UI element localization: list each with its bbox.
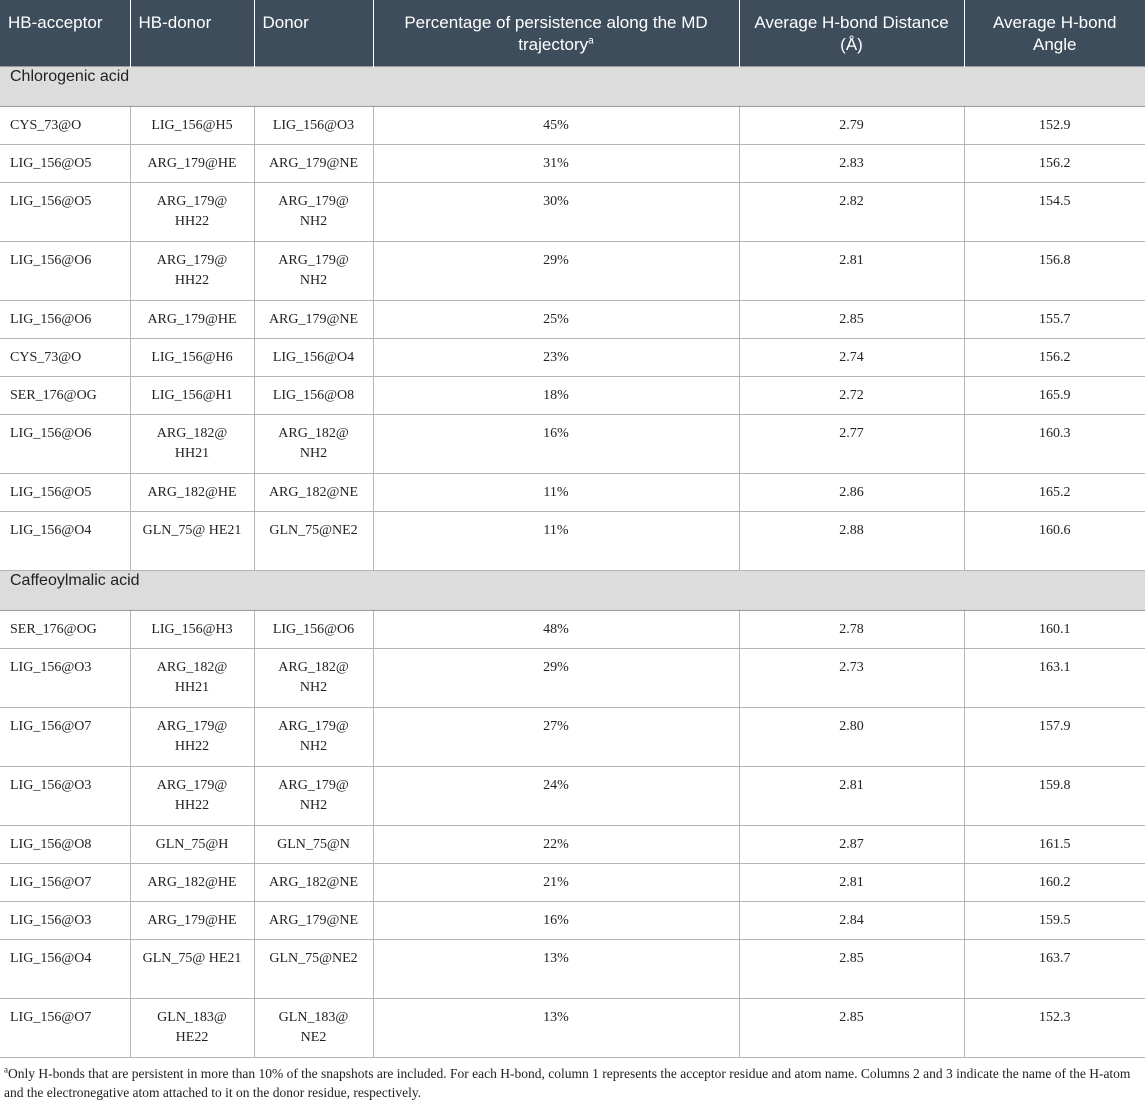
cell-persistence: 45% — [373, 107, 739, 145]
cell-acceptor: LIG_156@O4 — [0, 940, 130, 999]
cell-donor: GLN_75@N — [254, 826, 373, 864]
table-row — [0, 512, 1145, 571]
cell-acceptor: LIG_156@O6 — [0, 242, 130, 301]
table-row — [0, 415, 1145, 474]
cell-angle: 165.9 — [964, 377, 1145, 415]
cell-donor: GLN_75@NE2 — [254, 940, 373, 999]
cell-persistence: 11% — [373, 512, 739, 571]
cell-acceptor: SER_176@OG — [0, 377, 130, 415]
cell-donor: ARG_179@ NH2 — [254, 767, 373, 826]
cell-acceptor: LIG_156@O7 — [0, 708, 130, 767]
cell-donor: ARG_179@NE — [254, 301, 373, 339]
table-row — [0, 107, 1145, 145]
cell-acceptor: LIG_156@O7 — [0, 999, 130, 1058]
cell-hb-donor: GLN_75@ HE21 — [130, 940, 254, 999]
cell-distance: 2.80 — [739, 708, 964, 767]
cell-hb-donor: ARG_182@ HH21 — [130, 415, 254, 474]
table-body — [0, 67, 1145, 1058]
cell-hb-donor: LIG_156@H6 — [130, 339, 254, 377]
cell-persistence: 22% — [373, 826, 739, 864]
cell-distance: 2.81 — [739, 864, 964, 902]
cell-angle: 163.1 — [964, 649, 1145, 708]
cell-persistence: 29% — [373, 649, 739, 708]
cell-hb-donor: ARG_179@HE — [130, 301, 254, 339]
cell-angle: 165.2 — [964, 474, 1145, 512]
table-row — [0, 940, 1145, 999]
cell-distance: 2.74 — [739, 339, 964, 377]
header-angle: Average H-bond Angle — [964, 0, 1145, 67]
cell-angle: 155.7 — [964, 301, 1145, 339]
cell-acceptor: LIG_156@O5 — [0, 183, 130, 242]
cell-persistence: 23% — [373, 339, 739, 377]
table-row — [0, 902, 1145, 940]
cell-angle: 156.2 — [964, 339, 1145, 377]
cell-donor: LIG_156@O6 — [254, 611, 373, 649]
cell-persistence: 30% — [373, 183, 739, 242]
cell-donor: GLN_183@ NE2 — [254, 999, 373, 1058]
header-hb-donor: HB-donor — [130, 0, 254, 67]
cell-acceptor: LIG_156@O3 — [0, 902, 130, 940]
table-row — [0, 474, 1145, 512]
table-row — [0, 826, 1145, 864]
table-row — [0, 242, 1145, 301]
cell-acceptor: LIG_156@O7 — [0, 864, 130, 902]
table-row — [0, 708, 1145, 767]
cell-donor: ARG_179@ NH2 — [254, 708, 373, 767]
cell-hb-donor: GLN_183@ HE22 — [130, 999, 254, 1058]
cell-hb-donor: ARG_182@ HH21 — [130, 649, 254, 708]
cell-hb-donor: ARG_179@ HH22 — [130, 183, 254, 242]
cell-hb-donor: GLN_75@ HE21 — [130, 512, 254, 571]
section-title: Chlorogenic acid — [0, 67, 1145, 107]
cell-distance: 2.85 — [739, 301, 964, 339]
table-footnote — [0, 1058, 1145, 1102]
cell-angle: 157.9 — [964, 708, 1145, 767]
cell-distance: 2.87 — [739, 826, 964, 864]
cell-donor: ARG_179@NE — [254, 145, 373, 183]
cell-donor: LIG_156@O3 — [254, 107, 373, 145]
cell-angle: 161.5 — [964, 826, 1145, 864]
table-row — [0, 649, 1145, 708]
table-row — [0, 999, 1145, 1058]
cell-persistence: 18% — [373, 377, 739, 415]
cell-angle: 156.2 — [964, 145, 1145, 183]
cell-acceptor: LIG_156@O5 — [0, 474, 130, 512]
cell-angle: 154.5 — [964, 183, 1145, 242]
cell-distance: 2.81 — [739, 242, 964, 301]
cell-angle: 152.9 — [964, 107, 1145, 145]
cell-hb-donor: ARG_179@ HH22 — [130, 767, 254, 826]
cell-angle: 160.3 — [964, 415, 1145, 474]
cell-acceptor: LIG_156@O4 — [0, 512, 130, 571]
cell-distance: 2.85 — [739, 940, 964, 999]
cell-donor: ARG_182@ NH2 — [254, 415, 373, 474]
cell-acceptor: LIG_156@O3 — [0, 767, 130, 826]
table-row — [0, 864, 1145, 902]
section-title: Caffeoylmalic acid — [0, 571, 1145, 611]
cell-hb-donor: ARG_179@ HH22 — [130, 708, 254, 767]
cell-persistence: 29% — [373, 242, 739, 301]
cell-distance: 2.72 — [739, 377, 964, 415]
cell-distance: 2.79 — [739, 107, 964, 145]
table-row — [0, 767, 1145, 826]
cell-persistence: 13% — [373, 940, 739, 999]
cell-acceptor: CYS_73@O — [0, 339, 130, 377]
cell-distance: 2.86 — [739, 474, 964, 512]
cell-acceptor: CYS_73@O — [0, 107, 130, 145]
table-row — [0, 145, 1145, 183]
header-distance: Average H-bond Distance (Å) — [739, 0, 964, 67]
cell-persistence: 16% — [373, 415, 739, 474]
cell-acceptor: LIG_156@O3 — [0, 649, 130, 708]
cell-donor: GLN_75@NE2 — [254, 512, 373, 571]
cell-angle: 163.7 — [964, 940, 1145, 999]
cell-donor: LIG_156@O4 — [254, 339, 373, 377]
cell-angle: 159.5 — [964, 902, 1145, 940]
table-row — [0, 611, 1145, 649]
header-persistence — [373, 0, 739, 67]
cell-hb-donor: ARG_179@HE — [130, 902, 254, 940]
cell-hb-donor: LIG_156@H3 — [130, 611, 254, 649]
footnote-text: Only H-bonds that are persistent in more than 10% of the snapshots are included. For each H-bond, column 1 represents the acceptor residue and atom name. Columns 2 and 3 indicate the name of the H-atom and the electronegative atom attached to it on the donor residue, respectively. — [4, 1066, 1131, 1100]
cell-donor: ARG_179@NE — [254, 902, 373, 940]
cell-persistence: 21% — [373, 864, 739, 902]
cell-persistence: 13% — [373, 999, 739, 1058]
header-persistence-footnote-marker: a — [588, 35, 594, 47]
cell-distance: 2.88 — [739, 512, 964, 571]
cell-distance: 2.73 — [739, 649, 964, 708]
header-donor: Donor — [254, 0, 373, 67]
cell-distance: 2.85 — [739, 999, 964, 1058]
cell-hb-donor: ARG_179@ HH22 — [130, 242, 254, 301]
cell-persistence: 11% — [373, 474, 739, 512]
cell-acceptor: LIG_156@O8 — [0, 826, 130, 864]
cell-distance: 2.77 — [739, 415, 964, 474]
table-row — [0, 301, 1145, 339]
section-row — [0, 571, 1145, 611]
header-persistence-label: Percentage of persistence along the MD trajectory — [404, 13, 708, 54]
section-row — [0, 67, 1145, 107]
cell-donor: LIG_156@O8 — [254, 377, 373, 415]
cell-angle: 160.2 — [964, 864, 1145, 902]
cell-hb-donor: LIG_156@H5 — [130, 107, 254, 145]
cell-distance: 2.82 — [739, 183, 964, 242]
cell-hb-donor: GLN_75@H — [130, 826, 254, 864]
cell-persistence: 25% — [373, 301, 739, 339]
cell-acceptor: LIG_156@O6 — [0, 415, 130, 474]
cell-hb-donor: LIG_156@H1 — [130, 377, 254, 415]
cell-hb-donor: ARG_179@HE — [130, 145, 254, 183]
table-row — [0, 339, 1145, 377]
cell-angle: 160.1 — [964, 611, 1145, 649]
cell-donor: ARG_182@ NH2 — [254, 649, 373, 708]
cell-persistence: 24% — [373, 767, 739, 826]
table-row — [0, 183, 1145, 242]
cell-distance: 2.84 — [739, 902, 964, 940]
cell-donor: ARG_179@ NH2 — [254, 183, 373, 242]
cell-distance: 2.83 — [739, 145, 964, 183]
header-row — [0, 0, 1145, 67]
cell-acceptor: SER_176@OG — [0, 611, 130, 649]
cell-donor: ARG_179@ NH2 — [254, 242, 373, 301]
cell-angle: 152.3 — [964, 999, 1145, 1058]
cell-hb-donor: ARG_182@HE — [130, 474, 254, 512]
table-row — [0, 377, 1145, 415]
footnote-marker: a — [4, 1064, 8, 1075]
cell-angle: 156.8 — [964, 242, 1145, 301]
cell-distance: 2.81 — [739, 767, 964, 826]
cell-persistence: 31% — [373, 145, 739, 183]
cell-donor: ARG_182@NE — [254, 474, 373, 512]
cell-angle: 159.8 — [964, 767, 1145, 826]
cell-angle: 160.6 — [964, 512, 1145, 571]
cell-acceptor: LIG_156@O5 — [0, 145, 130, 183]
header-hb-acceptor: HB-acceptor — [0, 0, 130, 67]
cell-persistence: 48% — [373, 611, 739, 649]
cell-hb-donor: ARG_182@HE — [130, 864, 254, 902]
cell-acceptor: LIG_156@O6 — [0, 301, 130, 339]
cell-persistence: 27% — [373, 708, 739, 767]
cell-distance: 2.78 — [739, 611, 964, 649]
cell-persistence: 16% — [373, 902, 739, 940]
cell-donor: ARG_182@NE — [254, 864, 373, 902]
